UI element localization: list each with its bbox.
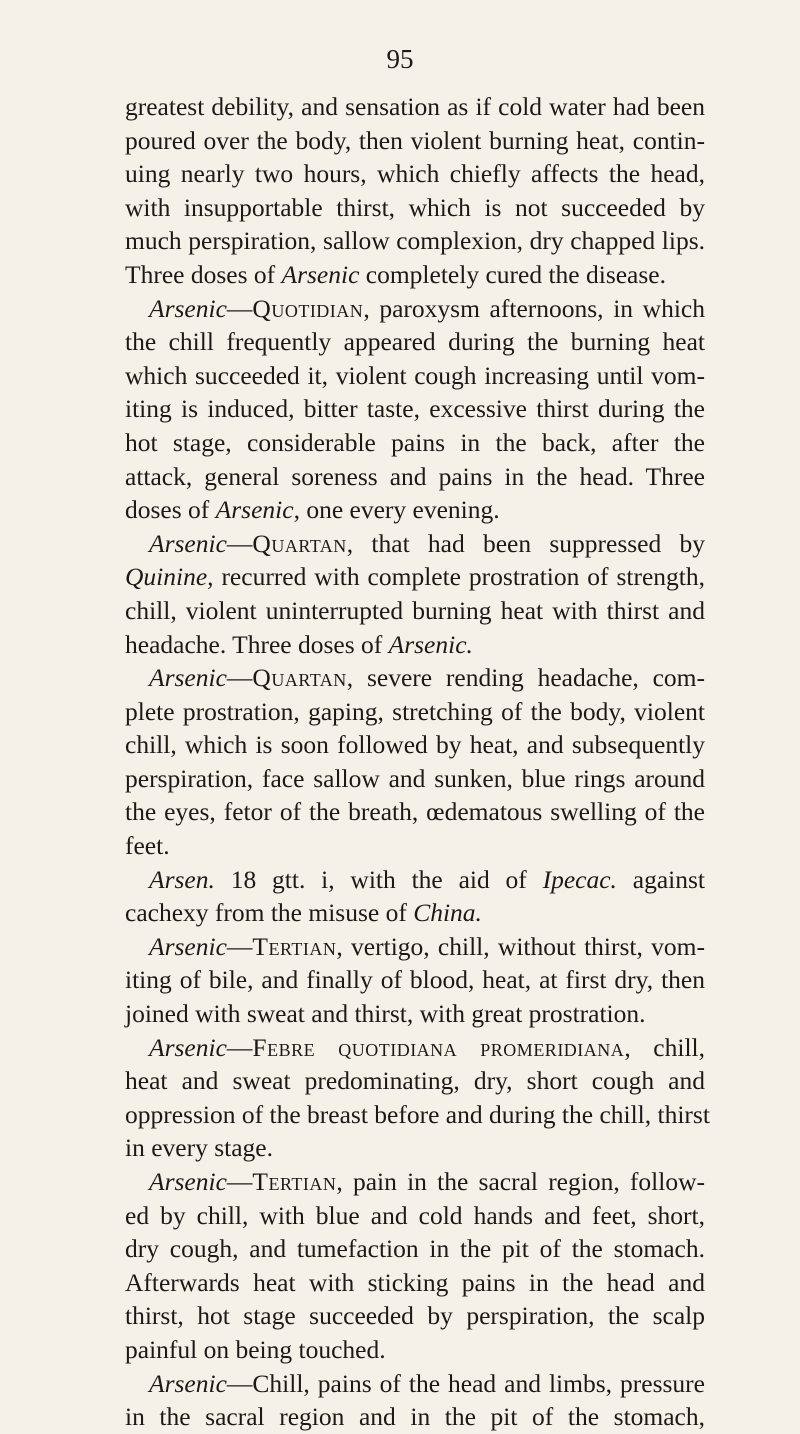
text-segment: ed by chill, with blue and cold hands and feet, short,: [125, 1200, 705, 1230]
text-segment: which succeeded it, violent cough increasing until vom-: [125, 360, 705, 390]
italic-text: Ipecac.: [542, 864, 617, 894]
text-line: [125, 191, 705, 225]
text-line: [125, 1299, 705, 1333]
italic-text: Arsenic: [149, 931, 227, 961]
text-segment: 18 gtt. i, with the aid of: [214, 864, 543, 894]
small-caps-text: Tertian: [252, 931, 337, 961]
text-line: [125, 695, 705, 729]
text-line: [125, 527, 705, 561]
page-number: 95: [386, 44, 414, 74]
text-line: [125, 930, 705, 964]
italic-text: Arsenic: [149, 1167, 227, 1196]
text-line: [125, 325, 705, 359]
text-segment: one every evening.: [299, 495, 500, 525]
text-line: [125, 762, 705, 796]
italic-text: Arsenic: [149, 1032, 227, 1062]
text-segment: feet.: [125, 831, 170, 861]
text-line: [125, 1165, 705, 1199]
text-line: [125, 728, 705, 762]
text-segment: cachexy from the misuse of: [125, 898, 414, 928]
text-segment: completely cured the disease.: [359, 259, 666, 289]
text-segment: , chill,: [624, 1032, 705, 1062]
text-segment: iting of bile, and finally of blood, heat, at first dry, then: [125, 965, 705, 995]
text-segment: much perspiration, sallow complexion, dry chapped lips.: [125, 226, 705, 256]
text-line: [125, 460, 705, 494]
text-segment: oppression of the breast before and during the chill, thirst: [125, 1099, 710, 1129]
text-line: [125, 795, 705, 829]
body-text: [125, 90, 710, 1434]
italic-text: Arsenic: [149, 1368, 227, 1398]
text-line: [125, 1333, 705, 1367]
small-caps-text: Tertian: [252, 1167, 337, 1196]
text-segment: —Chill, pains of the head and limbs, pressure: [226, 1368, 705, 1398]
text-segment: —: [226, 663, 253, 693]
text-line: [125, 392, 705, 426]
text-segment: headache. Three doses of: [125, 629, 389, 659]
text-segment: heat and sweat predominating, dry, short cough and: [125, 1066, 705, 1096]
text-line: [125, 90, 705, 124]
text-segment: , paroxysm afternoons, in which: [363, 293, 705, 323]
text-segment: —: [226, 528, 253, 558]
text-segment: the chill frequently appeared during the burning heat: [125, 327, 705, 357]
text-line: [125, 1199, 705, 1233]
text-line: [125, 224, 705, 258]
text-line: [125, 124, 705, 158]
small-caps-text: Quartan: [252, 528, 347, 558]
text-segment: —: [226, 1167, 253, 1196]
text-segment: , severe rending headache, com-: [346, 663, 705, 693]
text-line: [125, 997, 705, 1031]
text-segment: in the sacral region and in the pit of the stomach,: [125, 1402, 705, 1432]
text-segment: chill, which is soon followed by heat, and subsequently: [125, 730, 705, 760]
text-segment: thirst, hot stage succeeded by perspiration, the scalp: [125, 1301, 705, 1331]
text-line: [125, 1031, 705, 1065]
text-segment: doses of: [125, 495, 216, 525]
text-segment: the eyes, fetor of the breath, œdematous swelling of the: [125, 797, 705, 827]
text-line: [125, 560, 705, 594]
text-segment: against: [616, 864, 705, 894]
text-line: [125, 1266, 705, 1300]
italic-text: Arsenic: [281, 259, 360, 289]
italic-text: Arsenic: [149, 293, 227, 323]
italic-text: Arsenic: [149, 663, 227, 693]
text-line: [125, 829, 705, 863]
text-segment: joined with sweat and thirst, with great prostration.: [125, 999, 646, 1029]
text-segment: plete prostration, gaping, stretching of the body, violent: [125, 696, 705, 726]
text-segment: with insupportable thirst, which is not succeeded by: [125, 192, 705, 222]
text-line: [125, 493, 705, 527]
text-segment: in every stage.: [125, 1133, 273, 1163]
small-caps-text: Quotidian: [252, 293, 364, 323]
text-segment: painful on being touched.: [125, 1334, 386, 1364]
text-line: [125, 1232, 705, 1266]
italic-text: Arsen.: [149, 864, 215, 894]
text-segment: attack, general soreness and pains in the head. Three: [125, 461, 705, 491]
text-segment: —: [226, 931, 253, 961]
text-line: [125, 594, 705, 628]
text-segment: poured over the body, then violent burning heat, contin-: [125, 125, 705, 155]
text-line: [125, 1098, 710, 1132]
text-segment: Three doses of: [125, 259, 282, 289]
text-segment: dry cough, and tumefaction in the pit of the stomach.: [125, 1234, 705, 1264]
small-caps-text: Febre quotidiana promeridiana: [252, 1032, 625, 1062]
text-line: [125, 963, 705, 997]
text-segment: , pain in the sacral region, follow-: [336, 1167, 705, 1196]
text-line: [125, 1400, 705, 1434]
italic-text: Arsenic,: [215, 495, 300, 525]
small-caps-text: Quartan: [252, 663, 347, 693]
italic-text: Arsenic.: [388, 629, 473, 659]
text-line: [125, 1367, 705, 1401]
text-line: [125, 1131, 705, 1165]
text-line: [125, 157, 705, 191]
text-segment: iting is induced, bitter taste, excessive thirst during the: [125, 394, 705, 424]
text-line: [125, 896, 705, 930]
text-segment: , that had been suppressed by: [346, 528, 705, 558]
text-line: [125, 292, 705, 326]
text-segment: chill, violent uninterrupted burning heat with thirst and: [125, 595, 705, 625]
text-line: [125, 628, 705, 662]
text-segment: uing nearly two hours, which chiefly affects the head,: [125, 159, 705, 189]
italic-text: Arsenic: [149, 528, 227, 558]
text-segment: Afterwards heat with sticking pains in the head and: [125, 1267, 705, 1297]
text-segment: —: [226, 1032, 253, 1062]
text-line: [125, 863, 705, 897]
text-line: [125, 661, 705, 695]
italic-text: Quinine,: [125, 562, 214, 592]
text-segment: recurred with complete prostration of strength,: [213, 562, 705, 592]
text-segment: greatest debility, and sensation as if cold water had been: [125, 92, 705, 121]
text-line: [125, 426, 705, 460]
text-segment: —: [226, 293, 253, 323]
text-line: [125, 359, 705, 393]
text-line: [125, 1064, 705, 1098]
text-line: [125, 258, 705, 292]
text-segment: perspiration, face sallow and sunken, blue rings around: [125, 763, 705, 793]
text-segment: , vertigo, chill, without thirst, vom-: [336, 931, 705, 961]
text-segment: hot stage, considerable pains in the back, after the: [125, 427, 705, 457]
italic-text: China.: [413, 898, 482, 928]
